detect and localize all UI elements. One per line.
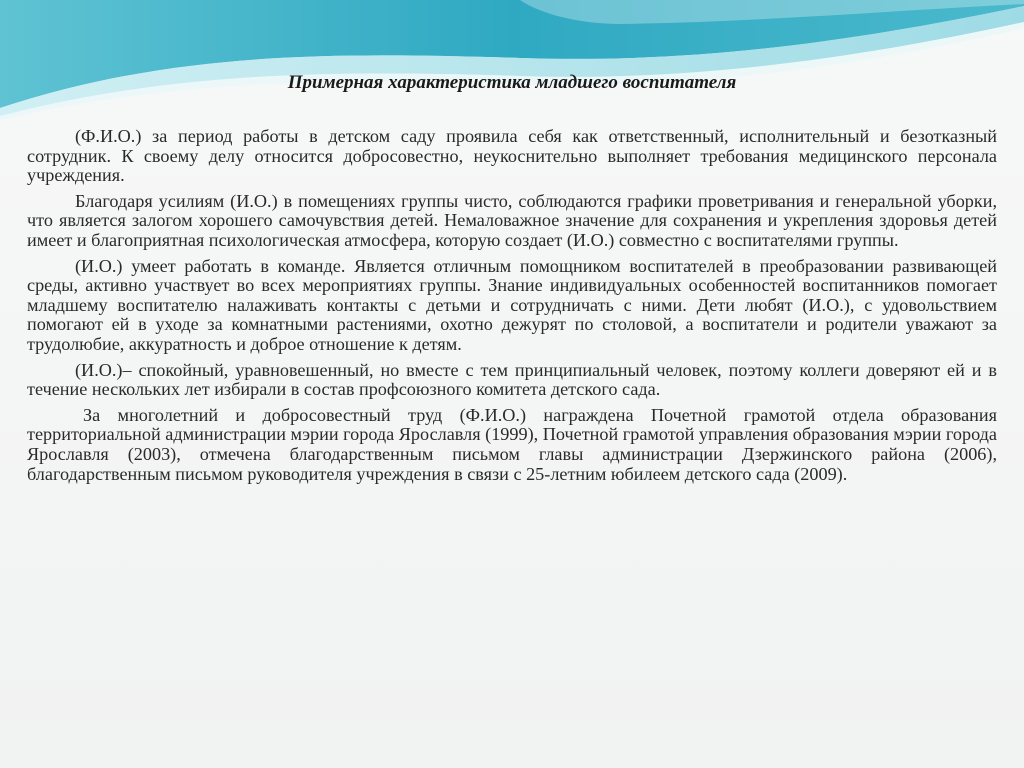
paragraph-2: Благодаря усилиям (И.О.) в помещениях группы чисто, соблюдаются графики проветривания и генеральной уборки, что является залогом хорошего самочувствия детей. Немаловажное значение для сохранения и укрепления здоровья детей имеет и благоприятная психологическая атмосфера, которую создает (И.О.) совместно с воспитателями группы. [27, 190, 997, 250]
page-title: Примерная характеристика младшего воспитателя [287, 72, 737, 93]
paragraph-1: (Ф.И.О.) за период работы в детском саду проявила себя как ответственный, исполнительный и безотказный сотрудник. К своему делу относится добросовестно, неукоснительно выполняет требования медицинского персонала учреждения. [27, 126, 997, 186]
paragraph-3: (И.О.) умеет работать в команде. Является отличным помощником воспитателей в преобразовании развивающей среды, активно участвует во всех мероприятиях группы. Знание индивидуальных особенностей воспитанников помогает младшему воспитателю налаживать контакты с детьми и сотрудничать с ними. Дети любят (И.О.), с удовольствием помогают ей в уходе за комнатными растениями, охотно дежурят по столовой, а воспитатели и родители уважают за трудолюбие, аккуратность и доброе отношение к детям. [27, 255, 997, 354]
paragraph-5: За многолетний и добросовестный труд (Ф.И.О.) награждена Почетной грамотой отдела образования территориальной администрации мэрии города Ярославля (1999), Почетной грамотой управления образования мэрии города Ярославля (2003), отмечена благодарственным письмом главы администрации Дзержинского района (2006), благодарственным письмом руководителя учреждения в связи с 25-летним юбилеем детского сада (2009). [27, 404, 997, 484]
paragraph-4: (И.О.)– спокойный, уравновешенный, но вместе с тем принципиальный человек, поэтому коллеги доверяют ей и в течение нескольких лет избирали в состав профсоюзного комитета детского сада. [27, 359, 997, 400]
document-body [27, 127, 997, 490]
header-wave-decoration [0, 0, 1024, 120]
